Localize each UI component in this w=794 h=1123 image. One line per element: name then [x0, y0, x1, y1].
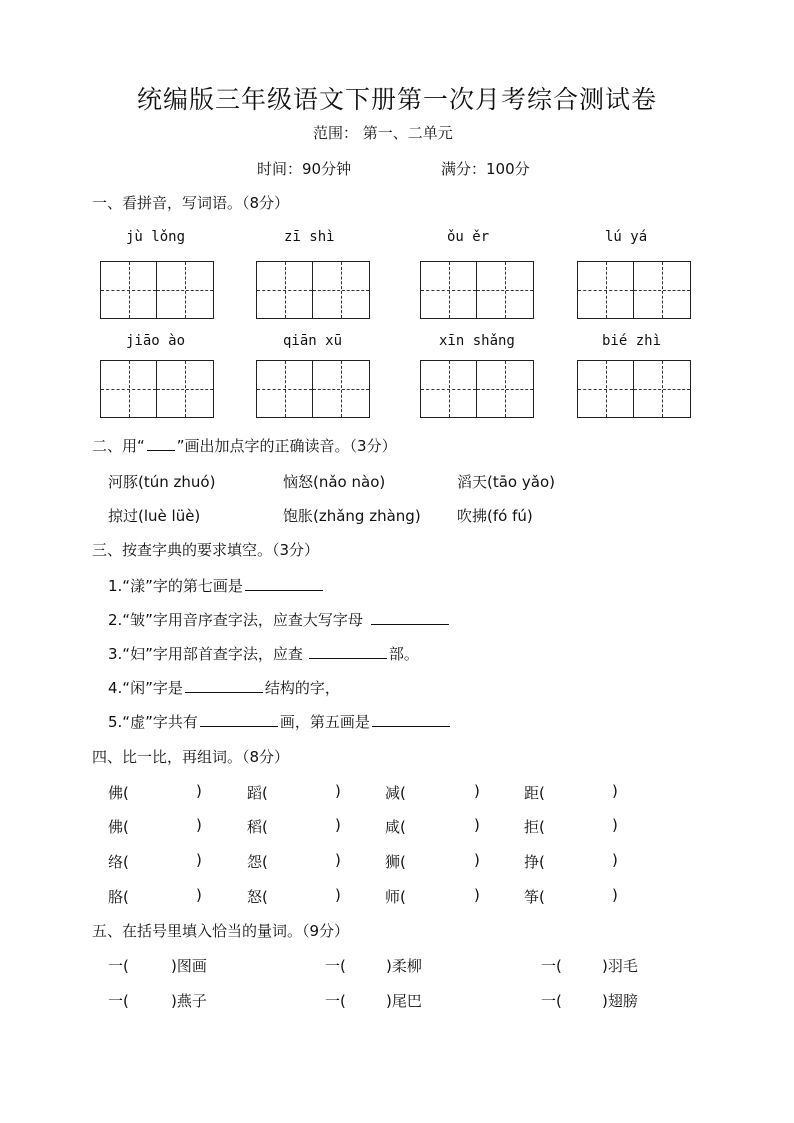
compare-char: 师( — [385, 888, 406, 906]
paren-close: ) — [335, 782, 341, 800]
underline-sample — [147, 438, 175, 451]
paren-close: ) — [474, 886, 480, 904]
pinyin-8: bié zhì — [602, 333, 662, 349]
compare-char: 挣( — [524, 853, 545, 871]
pinyin-3: ǒu ěr — [447, 229, 490, 245]
measure-open: 一( — [108, 992, 129, 1010]
section2-heading-pre: 二、用“ — [92, 437, 145, 455]
measure-noun: )图画 — [171, 957, 207, 975]
measure-noun: )羽毛 — [602, 957, 638, 975]
measure-noun: )柔柳 — [386, 957, 422, 975]
paren-close: ) — [612, 851, 618, 869]
compare-char: 佛( — [108, 818, 129, 836]
compare-char: 络( — [108, 853, 129, 871]
dict-question-3 — [108, 643, 419, 664]
dict-question-5-text: 5.“虚”字共有 — [108, 713, 198, 731]
dict-question-1 — [108, 575, 325, 596]
reading-item-6: 吹拂(fó fú) — [457, 507, 533, 525]
dict-question-5-mid: 画，第五画是 — [279, 713, 370, 731]
writing-grid-2[interactable] — [256, 261, 370, 319]
exam-score: 满分：100分 — [441, 160, 530, 178]
measure-noun: )翅膀 — [602, 992, 638, 1010]
answer-blank-5a[interactable] — [200, 712, 278, 727]
dict-question-2 — [108, 609, 451, 630]
section2-heading-post: ”画出加点字的正确读音。（3分） — [176, 437, 397, 455]
paren-close: ) — [196, 816, 202, 834]
compare-char: 拒( — [524, 818, 545, 836]
compare-char: 胳( — [108, 888, 129, 906]
paren-close: ) — [612, 886, 618, 904]
paren-close: ) — [612, 816, 618, 834]
dict-question-2-text: 2.“皱”字用音序查字法，应查大写字母 — [108, 611, 363, 629]
paren-close: ) — [612, 782, 618, 800]
compare-char: 蹈( — [247, 784, 268, 802]
dict-question-3-text: 3.“妇”字用部首查字法，应查 — [108, 645, 303, 663]
section2-heading — [92, 435, 397, 456]
paren-close: ) — [335, 816, 341, 834]
compare-char: 咸( — [385, 818, 406, 836]
answer-blank-4[interactable] — [185, 678, 263, 693]
paren-close: ) — [196, 782, 202, 800]
paren-close: ) — [196, 851, 202, 869]
pinyin-4: lú yá — [605, 229, 648, 245]
writing-grid-6[interactable] — [256, 360, 370, 418]
pinyin-5: jiāo ào — [126, 333, 186, 349]
measure-open: 一( — [108, 957, 129, 975]
writing-grid-7[interactable] — [420, 360, 534, 418]
compare-char: 距( — [524, 784, 545, 802]
answer-blank-2[interactable] — [371, 610, 449, 625]
section5-heading: 五、在括号里填入恰当的量词。（9分） — [92, 922, 350, 940]
writing-grid-8[interactable] — [577, 360, 691, 418]
paren-close: ) — [196, 886, 202, 904]
page-title: 统编版三年级语文下册第一次月考综合测试卷 — [136, 85, 657, 114]
measure-noun: )尾巴 — [386, 992, 422, 1010]
exam-time: 时间：90分钟 — [257, 160, 352, 178]
dict-question-3-suffix: 部。 — [388, 645, 419, 663]
pinyin-7: xīn shǎng — [439, 333, 515, 349]
answer-blank-5b[interactable] — [372, 712, 450, 727]
dict-question-4-text: 4.“闲”字是 — [108, 679, 183, 697]
writing-grid-3[interactable] — [420, 261, 534, 319]
compare-char: 怒( — [247, 888, 268, 906]
compare-char: 减( — [385, 784, 406, 802]
reading-item-1: 河豚(tún zhuó) — [108, 473, 216, 491]
answer-blank-3[interactable] — [309, 644, 387, 659]
paren-close: ) — [335, 886, 341, 904]
reading-item-2: 恼怒(nǎo nào) — [283, 473, 386, 491]
writing-grid-5[interactable] — [100, 360, 214, 418]
pinyin-1: jù lǒng — [126, 229, 186, 245]
paren-close: ) — [335, 851, 341, 869]
writing-grid-1[interactable] — [100, 261, 214, 319]
paren-close: ) — [474, 816, 480, 834]
section1-heading: 一、看拼音，写词语。（8分） — [92, 194, 290, 212]
dict-question-4 — [108, 677, 340, 698]
measure-open: 一( — [325, 992, 346, 1010]
measure-open: 一( — [325, 957, 346, 975]
compare-char: 稻( — [247, 818, 268, 836]
dict-question-4-suffix: 结构的字， — [264, 679, 340, 697]
dict-question-1-text: 1.“漾”字的第七画是 — [108, 577, 243, 595]
compare-char: 佛( — [108, 784, 129, 802]
measure-open: 一( — [541, 957, 562, 975]
dict-question-5 — [108, 711, 452, 732]
measure-open: 一( — [541, 992, 562, 1010]
exam-scope: 范围： 第一、二单元 — [313, 124, 453, 142]
paren-close: ) — [474, 782, 480, 800]
section3-heading: 三、按查字典的要求填空。（3分） — [92, 541, 320, 559]
reading-item-4: 掠过(luè lüè) — [108, 507, 201, 525]
pinyin-2: zī shì — [284, 229, 335, 245]
compare-char: 怨( — [247, 853, 268, 871]
compare-char: 狮( — [385, 853, 406, 871]
pinyin-6: qiān xū — [283, 333, 343, 349]
answer-blank-1[interactable] — [245, 576, 323, 591]
paren-close: ) — [474, 851, 480, 869]
compare-char: 筝( — [524, 888, 545, 906]
measure-noun: )燕子 — [171, 992, 207, 1010]
reading-item-3: 滔天(tāo yǎo) — [457, 473, 555, 491]
writing-grid-4[interactable] — [577, 261, 691, 319]
section4-heading: 四、比一比，再组词。（8分） — [92, 748, 290, 766]
reading-item-5: 饱胀(zhǎng zhàng) — [283, 507, 421, 525]
